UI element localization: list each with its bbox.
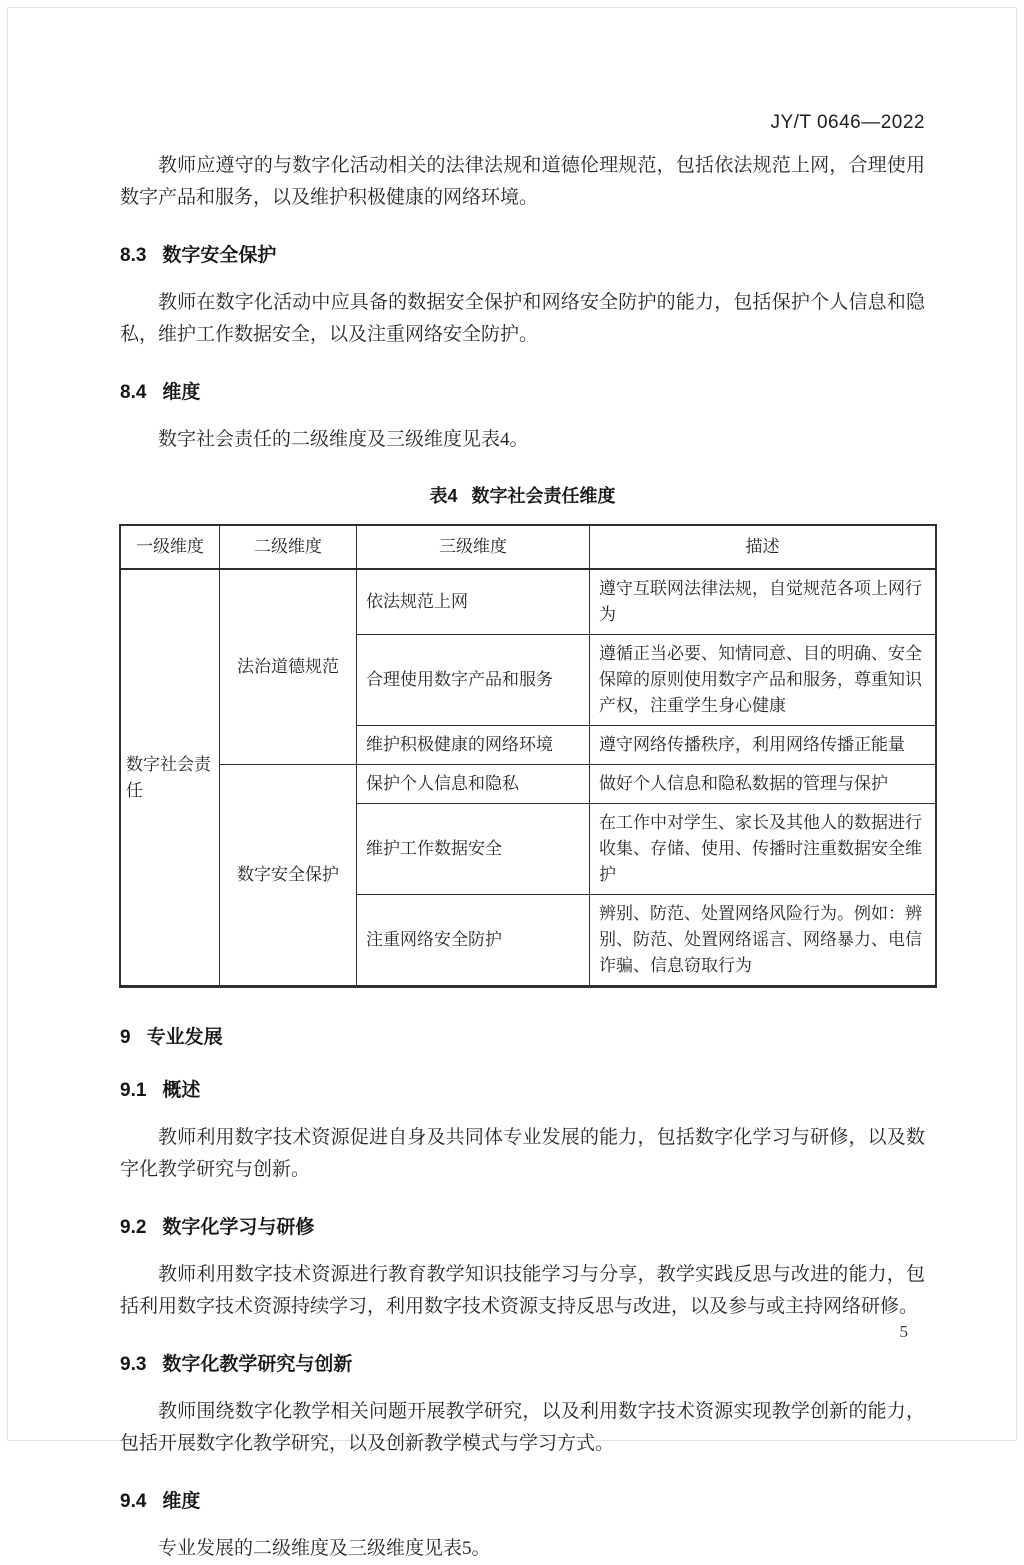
heading-9-1 — [120, 1075, 925, 1102]
table-4-caption-label: 表4 — [429, 486, 458, 506]
table-4-digital-social-responsibility — [119, 524, 937, 988]
heading-9-1-number: 9.1 — [120, 1080, 147, 1101]
heading-8-3-number: 8.3 — [120, 245, 147, 266]
cell-level1: 数字社会责任 — [120, 569, 220, 987]
column-header-level3: 三级维度 — [357, 525, 590, 569]
table-4-caption — [120, 482, 925, 508]
heading-9-4 — [120, 1486, 925, 1513]
cell-description: 在工作中对学生、家长及其他人的数据进行收集、存储、使用、传播时注重数据安全维护 — [590, 804, 937, 895]
paragraph-9-1: 教师利用数字技术资源促进自身及共同体专业发展的能力，包括数字化学习与研修，以及数字化教学研究与创新。 — [120, 1127, 925, 1180]
paragraph-8-4: 数字社会责任的二级维度及三级维度见表4。 — [158, 429, 529, 450]
heading-8-4 — [120, 377, 925, 404]
heading-8-3 — [120, 240, 925, 267]
table-header-row — [120, 525, 936, 569]
heading-9-3 — [120, 1349, 925, 1376]
cell-level3: 维护积极健康的网络环境 — [357, 726, 590, 765]
cell-level3: 维护工作数据安全 — [357, 804, 590, 895]
paragraph-9-4: 专业发展的二级维度及三级维度见表5。 — [158, 1538, 491, 1559]
paragraph-9-2: 教师利用数字技术资源进行教育教学知识技能学习与分享，教学实践反思与改进的能力，包括利用数字技术资源持续学习，利用数字技术资源支持反思与改进，以及参与或主持网络研修。 — [120, 1264, 925, 1317]
cell-description: 遵守互联网法律法规，自觉规范各项上网行为 — [590, 569, 937, 635]
cell-level2-digital-security: 数字安全保护 — [220, 765, 357, 987]
paragraph-law-regulations: 教师应遵守的与数字化活动相关的法律法规和道德伦理规范，包括依法规范上网，合理使用数字产品和服务，以及维护积极健康的网络环境。 — [120, 155, 925, 208]
cell-description: 遵守网络传播秩序，利用网络传播正能量 — [590, 726, 937, 765]
page-number: 5 — [899, 1322, 908, 1341]
heading-8-4-title: 维度 — [162, 382, 201, 403]
heading-9-number: 9 — [120, 1027, 131, 1048]
doc-code: JY/T 0646—2022 — [770, 112, 925, 133]
table-row — [120, 765, 936, 804]
heading-8-4-number: 8.4 — [120, 382, 147, 403]
heading-8-3-title: 数字安全保护 — [162, 245, 277, 266]
column-header-description: 描述 — [590, 525, 937, 569]
heading-9-title: 专业发展 — [146, 1027, 223, 1048]
column-header-level2: 二级维度 — [220, 525, 357, 569]
cell-description: 做好个人信息和隐私数据的管理与保护 — [590, 765, 937, 804]
cell-description: 辨别、防范、处置网络风险行为。例如：辨别、防范、处置网络谣言、网络暴力、电信诈骗、信息窃取行为 — [590, 895, 937, 987]
table-row — [120, 569, 936, 635]
cell-level3: 注重网络安全防护 — [357, 895, 590, 987]
paragraph-8-3: 教师在数字化活动中应具备的数据安全保护和网络安全防护的能力，包括保护个人信息和隐私，维护工作数据安全，以及注重网络安全防护。 — [120, 292, 925, 345]
paragraph-9-3: 教师围绕数字化教学相关问题开展教学研究，以及利用数字技术资源实现教学创新的能力，包括开展数字化教学研究，以及创新教学模式与学习方式。 — [120, 1401, 925, 1454]
heading-9-3-number: 9.3 — [120, 1354, 147, 1375]
cell-description: 遵循正当必要、知情同意、目的明确、安全保障的原则使用数字产品和服务，尊重知识产权，注重学生身心健康 — [590, 635, 937, 726]
heading-9-2-number: 9.2 — [120, 1217, 147, 1238]
cell-level3: 合理使用数字产品和服务 — [357, 635, 590, 726]
cell-level2-law-ethics: 法治道德规范 — [220, 569, 357, 765]
cell-level3: 保护个人信息和隐私 — [357, 765, 590, 804]
column-header-level1: 一级维度 — [120, 525, 220, 569]
heading-9-1-title: 概述 — [162, 1080, 201, 1101]
heading-9-4-number: 9.4 — [120, 1491, 147, 1512]
cell-level3: 依法规范上网 — [357, 569, 590, 635]
heading-9-4-title: 维度 — [162, 1491, 201, 1512]
heading-9-2 — [120, 1212, 925, 1239]
table-4-caption-title: 数字社会责任维度 — [471, 486, 616, 506]
heading-9-3-title: 数字化教学研究与创新 — [162, 1354, 353, 1375]
heading-9 — [120, 1022, 925, 1049]
heading-9-2-title: 数字化学习与研修 — [162, 1217, 315, 1238]
